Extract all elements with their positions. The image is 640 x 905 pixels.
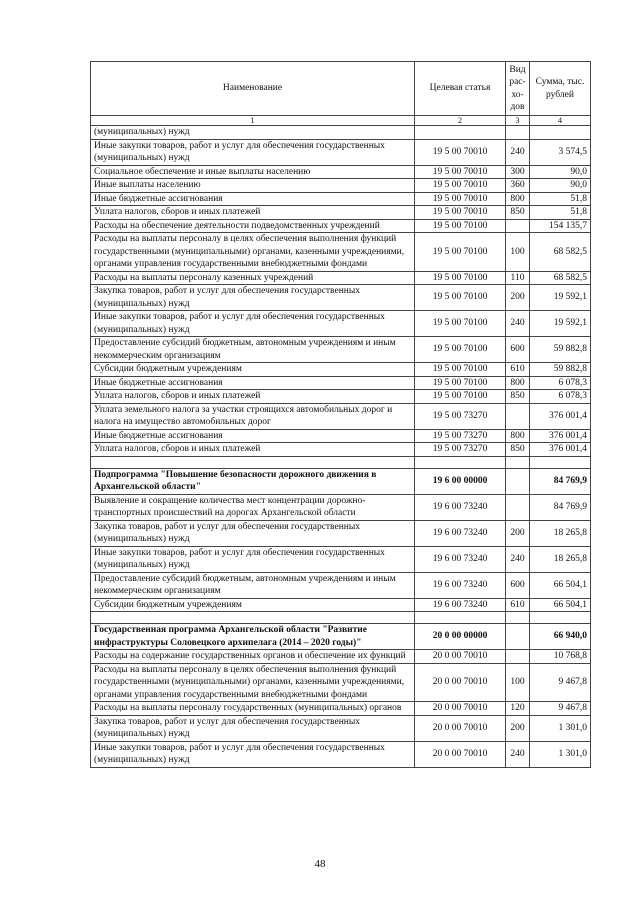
cell-name: Уплата земельного налога за участки строящихся автомобильных дорог и налога на имущество автомобильных дорог xyxy=(91,403,415,429)
cell-sum: 84 769,9 xyxy=(530,494,591,520)
cell-sum: 68 582,5 xyxy=(530,233,591,272)
cell-name: Расходы на выплаты персоналу государственных (муниципальных) органов xyxy=(91,702,415,716)
cell-article: 19 5 00 70100 xyxy=(415,337,506,363)
cell-vid xyxy=(506,624,530,650)
cell-vid: 240 xyxy=(506,546,530,572)
cell-article: 19 5 00 70100 xyxy=(415,390,506,404)
cell-sum xyxy=(530,126,591,140)
table-row xyxy=(91,702,591,716)
cell-name: Расходы на выплаты персоналу в целях обеспечения выполнения функций государственными (муниципальными) органами, казенными учреждениями, органами управления государственными внебюджетными фондами xyxy=(91,663,415,702)
cell-name: Расходы на выплаты персоналу в целях обеспечения выполнения функций государственными (муниципальными) органами, казенными учреждениями, органами управления государственными внебюджетными фондами xyxy=(91,233,415,272)
cell-sum xyxy=(530,456,591,468)
cell-name: Уплата налогов, сборов и иных платежей xyxy=(91,390,415,404)
cell-name: Государственная программа Архангельской области "Развитие инфраструктуры Соловецкого архипелага (2014 – 2020 годы)" xyxy=(91,624,415,650)
cell-article: 19 5 00 73270 xyxy=(415,443,506,457)
cell-article: 20 0 00 70010 xyxy=(415,650,506,664)
cell-vid: 200 xyxy=(506,715,530,741)
cell-article: 20 0 00 00000 xyxy=(415,624,506,650)
cell-vid: 240 xyxy=(506,741,530,767)
table-row xyxy=(91,139,591,165)
cell-article: 19 6 00 73240 xyxy=(415,520,506,546)
cell-vid xyxy=(506,650,530,664)
spacer-row xyxy=(91,612,591,624)
cell-sum xyxy=(530,612,591,624)
table-row xyxy=(91,572,591,598)
document-page xyxy=(90,61,590,768)
cell-sum: 18 265,8 xyxy=(530,546,591,572)
cell-name: Иные закупки товаров, работ и услуг для обеспечения государственных (муниципальных) нужд xyxy=(91,311,415,337)
cell-sum: 90,0 xyxy=(530,179,591,193)
cell-name: Иные выплаты населению xyxy=(91,179,415,193)
cell-article: 19 5 00 70100 xyxy=(415,376,506,390)
table-row xyxy=(91,206,591,220)
cell-article: 19 6 00 73240 xyxy=(415,572,506,598)
cell-sum: 90,0 xyxy=(530,165,591,179)
cell-vid xyxy=(506,612,530,624)
cell-vid: 100 xyxy=(506,663,530,702)
cell-article: 20 0 00 70010 xyxy=(415,741,506,767)
cell-article: 19 6 00 73240 xyxy=(415,494,506,520)
cell-vid: 200 xyxy=(506,285,530,311)
cell-article: 19 5 00 70010 xyxy=(415,192,506,206)
cell-sum: 59 882,8 xyxy=(530,337,591,363)
cell-sum: 6 078,3 xyxy=(530,390,591,404)
cell-vid: 800 xyxy=(506,192,530,206)
table-row xyxy=(91,233,591,272)
cell-sum: 18 265,8 xyxy=(530,520,591,546)
cell-vid: 110 xyxy=(506,271,530,285)
cell-name: Субсидии бюджетным учреждениям xyxy=(91,363,415,377)
cell-sum: 59 882,8 xyxy=(530,363,591,377)
cell-article: 19 5 00 73270 xyxy=(415,429,506,443)
cell-article: 19 5 00 70100 xyxy=(415,363,506,377)
cell-name: Уплата налогов, сборов и иных платежей xyxy=(91,206,415,220)
cell-name xyxy=(91,612,415,624)
cell-vid: 610 xyxy=(506,598,530,612)
cell-vid: 200 xyxy=(506,520,530,546)
budget-table xyxy=(90,61,591,768)
cell-name: Расходы на обеспечение деятельности подведомственных учреждений xyxy=(91,219,415,233)
cell-name: Иные бюджетные ассигнования xyxy=(91,192,415,206)
cell-article xyxy=(415,612,506,624)
cell-sum: 9 467,8 xyxy=(530,663,591,702)
table-row xyxy=(91,494,591,520)
table-row xyxy=(91,663,591,702)
cell-article: 19 6 00 73240 xyxy=(415,598,506,612)
table-row xyxy=(91,650,591,664)
cell-sum: 66 504,1 xyxy=(530,572,591,598)
cell-vid xyxy=(506,403,530,429)
cell-sum: 10 768,8 xyxy=(530,650,591,664)
cell-name: Предоставление субсидий бюджетным, автономным учреждениям и иным некоммерческим организациям xyxy=(91,572,415,598)
cell-vid: 600 xyxy=(506,572,530,598)
cell-vid: 800 xyxy=(506,376,530,390)
table-row xyxy=(91,219,591,233)
cell-vid xyxy=(506,468,530,494)
cell-name: Подпрограмма "Повышение безопасности дорожного движения в Архангельской области" xyxy=(91,468,415,494)
cell-vid xyxy=(506,126,530,140)
column-number: 2 xyxy=(415,116,506,126)
program-row xyxy=(91,624,591,650)
cell-name: Уплата налогов, сборов и иных платежей xyxy=(91,443,415,457)
cell-vid: 850 xyxy=(506,206,530,220)
cell-sum: 3 574,5 xyxy=(530,139,591,165)
table-row xyxy=(91,403,591,429)
table-row xyxy=(91,126,591,140)
cell-article: 19 5 00 70100 xyxy=(415,311,506,337)
cell-article: 19 5 00 70100 xyxy=(415,233,506,272)
cell-name: Иные бюджетные ассигнования xyxy=(91,376,415,390)
cell-vid: 120 xyxy=(506,702,530,716)
table-row xyxy=(91,179,591,193)
cell-name: Выявление и сокращение количества мест концентрации дорожно-транспортных происшествий на дорогах Архангельской области xyxy=(91,494,415,520)
cell-vid: 240 xyxy=(506,311,530,337)
table-row xyxy=(91,546,591,572)
cell-vid xyxy=(506,494,530,520)
header-vid: Вид рас-хо-дов xyxy=(506,62,530,116)
cell-sum: 66 504,1 xyxy=(530,598,591,612)
cell-name: Закупка товаров, работ и услуг для обеспечения государственных (муниципальных) нужд xyxy=(91,715,415,741)
cell-sum: 9 467,8 xyxy=(530,702,591,716)
cell-name: Закупка товаров, работ и услуг для обеспечения государственных (муниципальных) нужд xyxy=(91,520,415,546)
cell-vid: 100 xyxy=(506,233,530,272)
cell-sum: 51,8 xyxy=(530,192,591,206)
cell-sum: 154 135,7 xyxy=(530,219,591,233)
table-body xyxy=(91,126,591,768)
cell-sum: 376 001,4 xyxy=(530,429,591,443)
column-number: 1 xyxy=(91,116,415,126)
cell-sum: 1 301,0 xyxy=(530,715,591,741)
table-row xyxy=(91,311,591,337)
cell-article: 19 5 00 70010 xyxy=(415,139,506,165)
cell-name xyxy=(91,456,415,468)
cell-name: (муниципальных) нужд xyxy=(91,126,415,140)
table-row xyxy=(91,443,591,457)
table-row xyxy=(91,741,591,767)
cell-article: 20 0 00 70010 xyxy=(415,702,506,716)
cell-article: 19 5 00 70010 xyxy=(415,179,506,193)
table-row xyxy=(91,520,591,546)
cell-article: 19 5 00 70100 xyxy=(415,219,506,233)
cell-vid: 600 xyxy=(506,337,530,363)
column-number: 4 xyxy=(530,116,591,126)
cell-sum: 51,8 xyxy=(530,206,591,220)
cell-article: 19 5 00 70010 xyxy=(415,165,506,179)
cell-name: Субсидии бюджетным учреждениям xyxy=(91,598,415,612)
table-header-row xyxy=(91,62,591,116)
cell-article: 19 5 00 73270 xyxy=(415,403,506,429)
cell-vid: 850 xyxy=(506,443,530,457)
cell-sum: 68 582,5 xyxy=(530,271,591,285)
spacer-row xyxy=(91,456,591,468)
cell-name: Социальное обеспечение и иные выплаты населению xyxy=(91,165,415,179)
table-row xyxy=(91,285,591,311)
program-row xyxy=(91,468,591,494)
cell-article: 19 6 00 00000 xyxy=(415,468,506,494)
column-number-row xyxy=(91,116,591,126)
cell-article: 19 5 00 70010 xyxy=(415,206,506,220)
cell-sum: 19 592,1 xyxy=(530,311,591,337)
cell-vid xyxy=(506,456,530,468)
table-row xyxy=(91,598,591,612)
table-row xyxy=(91,429,591,443)
cell-name: Иные бюджетные ассигнования xyxy=(91,429,415,443)
cell-sum: 6 078,3 xyxy=(530,376,591,390)
header-name: Наименование xyxy=(91,62,415,116)
cell-article: 19 5 00 70100 xyxy=(415,285,506,311)
table-row xyxy=(91,363,591,377)
table-row xyxy=(91,337,591,363)
cell-sum: 19 592,1 xyxy=(530,285,591,311)
cell-vid: 610 xyxy=(506,363,530,377)
cell-vid: 360 xyxy=(506,179,530,193)
cell-name: Иные закупки товаров, работ и услуг для обеспечения государственных (муниципальных) нужд xyxy=(91,741,415,767)
cell-article: 19 6 00 73240 xyxy=(415,546,506,572)
cell-article xyxy=(415,456,506,468)
table-row xyxy=(91,390,591,404)
cell-name: Предоставление субсидий бюджетным, автономным учреждениям и иным некоммерческим организациям xyxy=(91,337,415,363)
cell-article: 19 5 00 70100 xyxy=(415,271,506,285)
cell-article: 20 0 00 70010 xyxy=(415,715,506,741)
cell-vid: 850 xyxy=(506,390,530,404)
cell-sum: 1 301,0 xyxy=(530,741,591,767)
cell-sum: 376 001,4 xyxy=(530,443,591,457)
table-row xyxy=(91,271,591,285)
cell-sum: 376 001,4 xyxy=(530,403,591,429)
cell-name: Иные закупки товаров, работ и услуг для обеспечения государственных (муниципальных) нужд xyxy=(91,139,415,165)
cell-article: 20 0 00 70010 xyxy=(415,663,506,702)
header-article: Целевая статья xyxy=(415,62,506,116)
table-row xyxy=(91,192,591,206)
page-number: 48 xyxy=(314,858,326,870)
table-row xyxy=(91,376,591,390)
cell-name: Иные закупки товаров, работ и услуг для обеспечения государственных (муниципальных) нужд xyxy=(91,546,415,572)
cell-sum: 66 940,0 xyxy=(530,624,591,650)
cell-vid: 300 xyxy=(506,165,530,179)
cell-vid: 240 xyxy=(506,139,530,165)
table-row xyxy=(91,165,591,179)
cell-vid: 800 xyxy=(506,429,530,443)
cell-name: Расходы на содержание государственных органов и обеспечение их функций xyxy=(91,650,415,664)
cell-article xyxy=(415,126,506,140)
column-number: 3 xyxy=(506,116,530,126)
header-sum: Сумма, тыс. рублей xyxy=(530,62,591,116)
cell-name: Расходы на выплаты персоналу казенных учреждений xyxy=(91,271,415,285)
cell-sum: 84 769,9 xyxy=(530,468,591,494)
table-row xyxy=(91,715,591,741)
cell-name: Закупка товаров, работ и услуг для обеспечения государственных (муниципальных) нужд xyxy=(91,285,415,311)
cell-vid xyxy=(506,219,530,233)
